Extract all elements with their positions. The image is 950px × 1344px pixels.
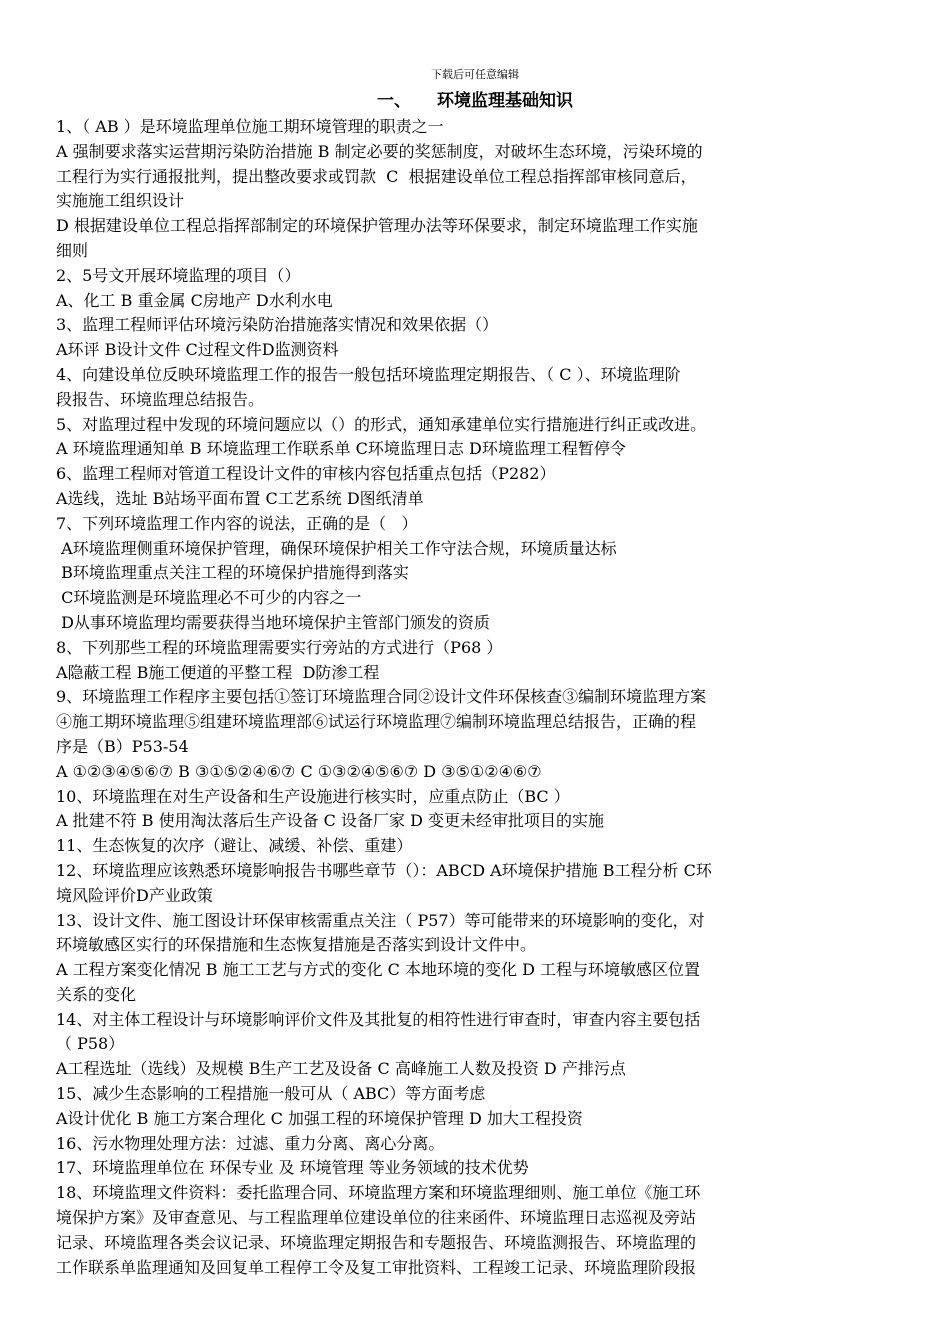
text-line: 环境敏感区实行的环保措施和生态恢复措施是否落实到设计文件中。	[56, 935, 537, 955]
text-line: 6、监理工程师对管道工程设计文件的审核内容包括重点包括（P282）	[56, 464, 556, 484]
text-line: 境保护方案》及审查意见、与工程监理单位建设单位的往来函件、环境监理日志巡视及旁站	[56, 1208, 697, 1228]
text-line: 记录、环境监理各类会议记录、环境监理定期报告和专题报告、环境监测报告、环境监理的	[56, 1232, 697, 1252]
text-line: A环境监理侧重环境保护管理，确保环境保护相关工作守法合规，环境质量达标	[56, 538, 617, 558]
text-line: A环评 B设计文件 C过程文件D监测资料	[56, 340, 339, 360]
text-line: 2、5号文开展环境监理的项目（）	[56, 265, 301, 285]
text-line: 18、环境监理文件资料：委托监理合同、环境监理方案和环境监理细则、施工单位《施工环	[56, 1183, 701, 1203]
document-body	[56, 115, 896, 1280]
text-line: 10、环境监理在对生产设备和生产设施进行核实时，应重点防止（BC ）	[56, 786, 570, 806]
text-line: 16、污水物理处理方法：过滤、重力分离、离心分离。	[56, 1133, 445, 1153]
text-line: 序是（B）P53-54	[56, 736, 189, 756]
text-line: 工程行为实行通报批判，提出整改要求或罚款 C 根据建设单位工程总指挥部审核同意后，	[56, 166, 697, 186]
section-number: 一、	[377, 91, 411, 111]
text-line: A隐蔽工程 B施工便道的平整工程 D防渗工程	[56, 662, 380, 682]
text-line: 细则	[56, 240, 89, 260]
text-line: 境风险评价D产业政策	[56, 885, 213, 905]
text-line: 9、环境监理工作程序主要包括①签订环境监理合同②设计文件环保核查③编制环境监理方案	[56, 687, 707, 707]
text-line: （ P58）	[56, 1034, 125, 1054]
text-line: 实施施工组织设计	[56, 191, 185, 211]
text-line: 3、监理工程师评估环境污染防治措施落实情况和效果依据（）	[56, 315, 499, 335]
text-line: 关系的变化	[56, 984, 137, 1004]
text-line: A、化工 B 重金属 C房地产 D水利水电	[56, 290, 333, 310]
text-line: A选线，选址 B站场平面布置 C工艺系统 D图纸清单	[56, 488, 424, 508]
text-line: 工作联系单监理通知及回复单工程停工令及复工审批资料、工程竣工记录、环境监理阶段报	[56, 1257, 697, 1277]
text-line: A 强制要求落实运营期污染防治措施 B 制定必要的奖惩制度，对破坏生态环境，污染环境的	[56, 141, 703, 161]
text-line: B环境监理重点关注工程的环境保护措施得到落实	[56, 563, 409, 583]
text-line: 8、下列那些工程的环境监理需要实行旁站的方式进行（P68 ）	[56, 637, 503, 657]
text-line: 11、生态恢复的次序（避让、减缓、补偿、重建）	[56, 836, 413, 856]
text-line: 1、（ AB ）是环境监理单位施工期环境管理的职责之一	[56, 117, 444, 136]
text-line: A 批建不符 B 使用淘汰落后生产设备 C 设备厂家 D 变更未经审批项目的实施	[56, 811, 604, 831]
section-title-text: 环境监理基础知识	[437, 91, 573, 111]
text-line: 段报告、环境监理总结报告。	[56, 389, 265, 409]
text-line: D 根据建设单位工程总指挥部制定的环境保护管理办法等环保要求，制定环境监理工作实施	[56, 216, 698, 236]
text-line: 13、设计文件、施工图设计环保审核需重点关注（ P57）等可能带来的环境影响的变化，对	[56, 910, 705, 930]
text-line: 17、环境监理单位在 环保专业 及 环境管理 等业务领域的技术优势	[56, 1158, 529, 1178]
text-line: ④施工期环境监理⑤组建环境监理部⑥试运行环境监理⑦编制环境监理总结报告，正确的程	[56, 712, 697, 732]
text-line: 12、环境监理应该熟悉环境影响报告书哪些章节（）：ABCD A环境保护措施 B工程分析 C环	[56, 860, 712, 880]
text-line: A 环境监理通知单 B 环境监理工作联系单 C环境监理日志 D环境监理工程暂停令	[56, 439, 626, 459]
section-title	[0, 90, 950, 112]
text-line: A设计优化 B 施工方案合理化 C 加强工程的环境保护管理 D 加大工程投资	[56, 1108, 583, 1128]
text-line: C环境监测是环境监理必不可少的内容之一	[56, 588, 362, 608]
text-line: A工程选址（选线）及规模 B生产工艺及设备 C 高峰施工人数及投资 D 产排污点	[56, 1059, 626, 1079]
text-line: D从事环境监理均需要获得当地环境保护主管部门颁发的资质	[56, 612, 490, 632]
text-line: 4、向建设单位反映环境监理工作的报告一般包括环境监理定期报告、（ C ）、环境监理阶	[56, 364, 681, 384]
text-line: A ①②③④⑤⑥⑦ B ③①⑤②④⑥⑦ C ①③②④⑤⑥⑦ D ③⑤①②④⑥⑦	[56, 761, 542, 781]
text-line: 5、对监理过程中发现的环境问题应以（）的形式，通知承建单位实行措施进行纠正或改进。	[56, 414, 707, 434]
text-line: 15、减少生态影响的工程措施一般可从（ ABC）等方面考虑	[56, 1084, 486, 1104]
text-line: 14、对主体工程设计与环境影响评价文件及其批复的相符性进行审查时，审查内容主要包括	[56, 1009, 701, 1029]
text-line: 7、下列环境监理工作内容的说法，正确的是（ ）	[56, 513, 418, 533]
text-line: A 工程方案变化情况 B 施工工艺与方式的变化 C 本地环境的变化 D 工程与环境敏感区位置	[56, 960, 700, 980]
header-note: 下载后可任意编辑	[431, 68, 519, 81]
